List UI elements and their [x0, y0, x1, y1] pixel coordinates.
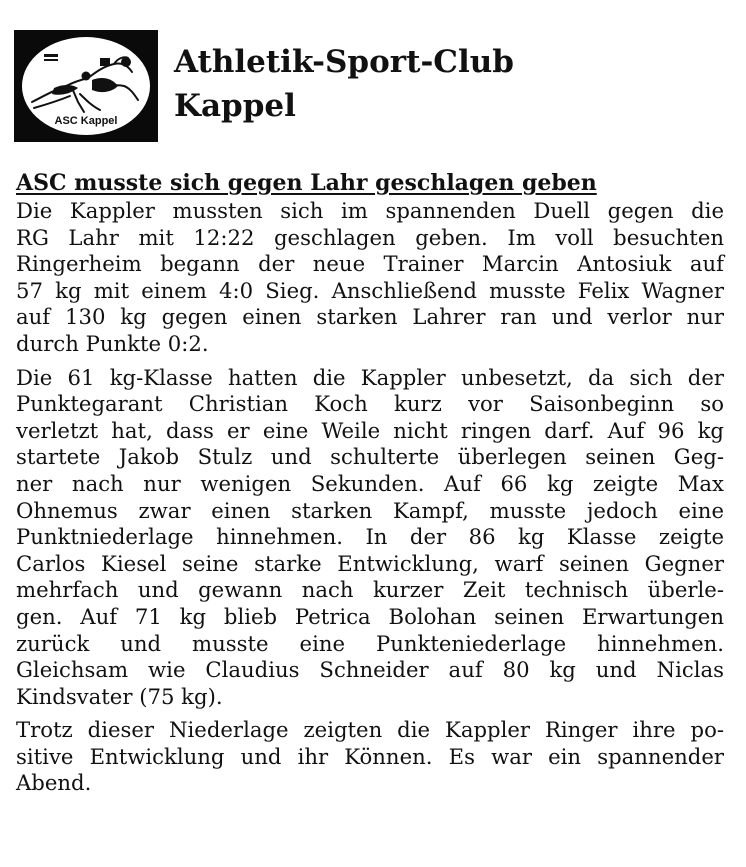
paragraph-line: Abend.: [16, 770, 92, 796]
article-body: [16, 198, 724, 797]
article-headline: ASC musste sich gegen Lahr geschlagen geben: [16, 170, 597, 196]
paragraph-line: Ringerheim begann der neue Trainer Marcin Antosiuk auf: [16, 251, 724, 277]
paragraph-line: Gleichsam wie Claudius Schneider auf 80 kg und Niclas: [16, 657, 724, 683]
paragraph-line: Die Kappler mussten sich im spannenden Duell gegen die: [16, 198, 724, 223]
paragraph-line: 57 kg mit einem 4:0 Sieg. Anschließend musste Felix Wagner: [16, 277, 724, 303]
club-name-line2: Kappel: [174, 88, 296, 124]
paragraph-line: Die 61 kg-Klasse hatten die Kappler unbesetzt, da sich der: [16, 364, 724, 390]
paragraph-line: durch Punkte 0:2.: [16, 330, 209, 356]
paragraph-line: verletzt hat, dass er eine Weile nicht ringen darf. Auf 96 kg: [16, 417, 724, 443]
paragraph-line: Punktegarant Christian Koch kurz vor Saisonbeginn so: [16, 391, 724, 417]
club-name-line1: Athletik-Sport-Club: [174, 44, 514, 80]
paragraph-line: RG Lahr mit 12:22 geschlagen geben. Im voll besuchten: [16, 224, 724, 250]
paragraph-line: auf 130 kg gegen einen starken Lahrer ran und verlor nur: [16, 304, 724, 330]
wrestlers-icon: [14, 30, 158, 142]
article: [16, 168, 724, 804]
club-logo: [14, 30, 158, 142]
paragraph-line: sitive Entwicklung und ihr Können. Es war ein spannender: [16, 743, 724, 769]
article-paragraph: [16, 717, 724, 797]
article-paragraph: [16, 365, 724, 711]
club-name: [174, 40, 514, 128]
paragraph-line: Kindsvater (75 kg).: [16, 683, 223, 709]
paragraph-line: Ohnemus zwar einen starken Kampf, musste jedoch eine: [16, 497, 724, 523]
paragraph-line: gen. Auf 71 kg blieb Petrica Bolohan seinen Erwartungen: [16, 603, 724, 629]
paragraph-line: Carlos Kiesel seine starke Entwicklung, warf seinen Gegner: [16, 550, 724, 576]
paragraph-line: Punktniederlage hinnehmen. In der 86 kg Klasse zeigte: [16, 524, 724, 550]
paragraph-line: mehrfach und gewann nach kurzer Zeit technisch überle-: [16, 577, 724, 603]
paragraph-line: ner nach nur wenigen Sekunden. Auf 66 kg zeigte Max: [16, 470, 724, 496]
paragraph-line: startete Jakob Stulz und schulterte überlegen seinen Geg-: [16, 444, 724, 470]
logo-text: ASC Kappel: [54, 115, 118, 127]
article-paragraph: [16, 198, 724, 358]
paragraph-line: Trotz dieser Niederlage zeigten die Kappler Ringer ihre po-: [16, 717, 724, 743]
paragraph-line: zurück und musste eine Punkteniederlage hinnehmen.: [16, 630, 724, 656]
